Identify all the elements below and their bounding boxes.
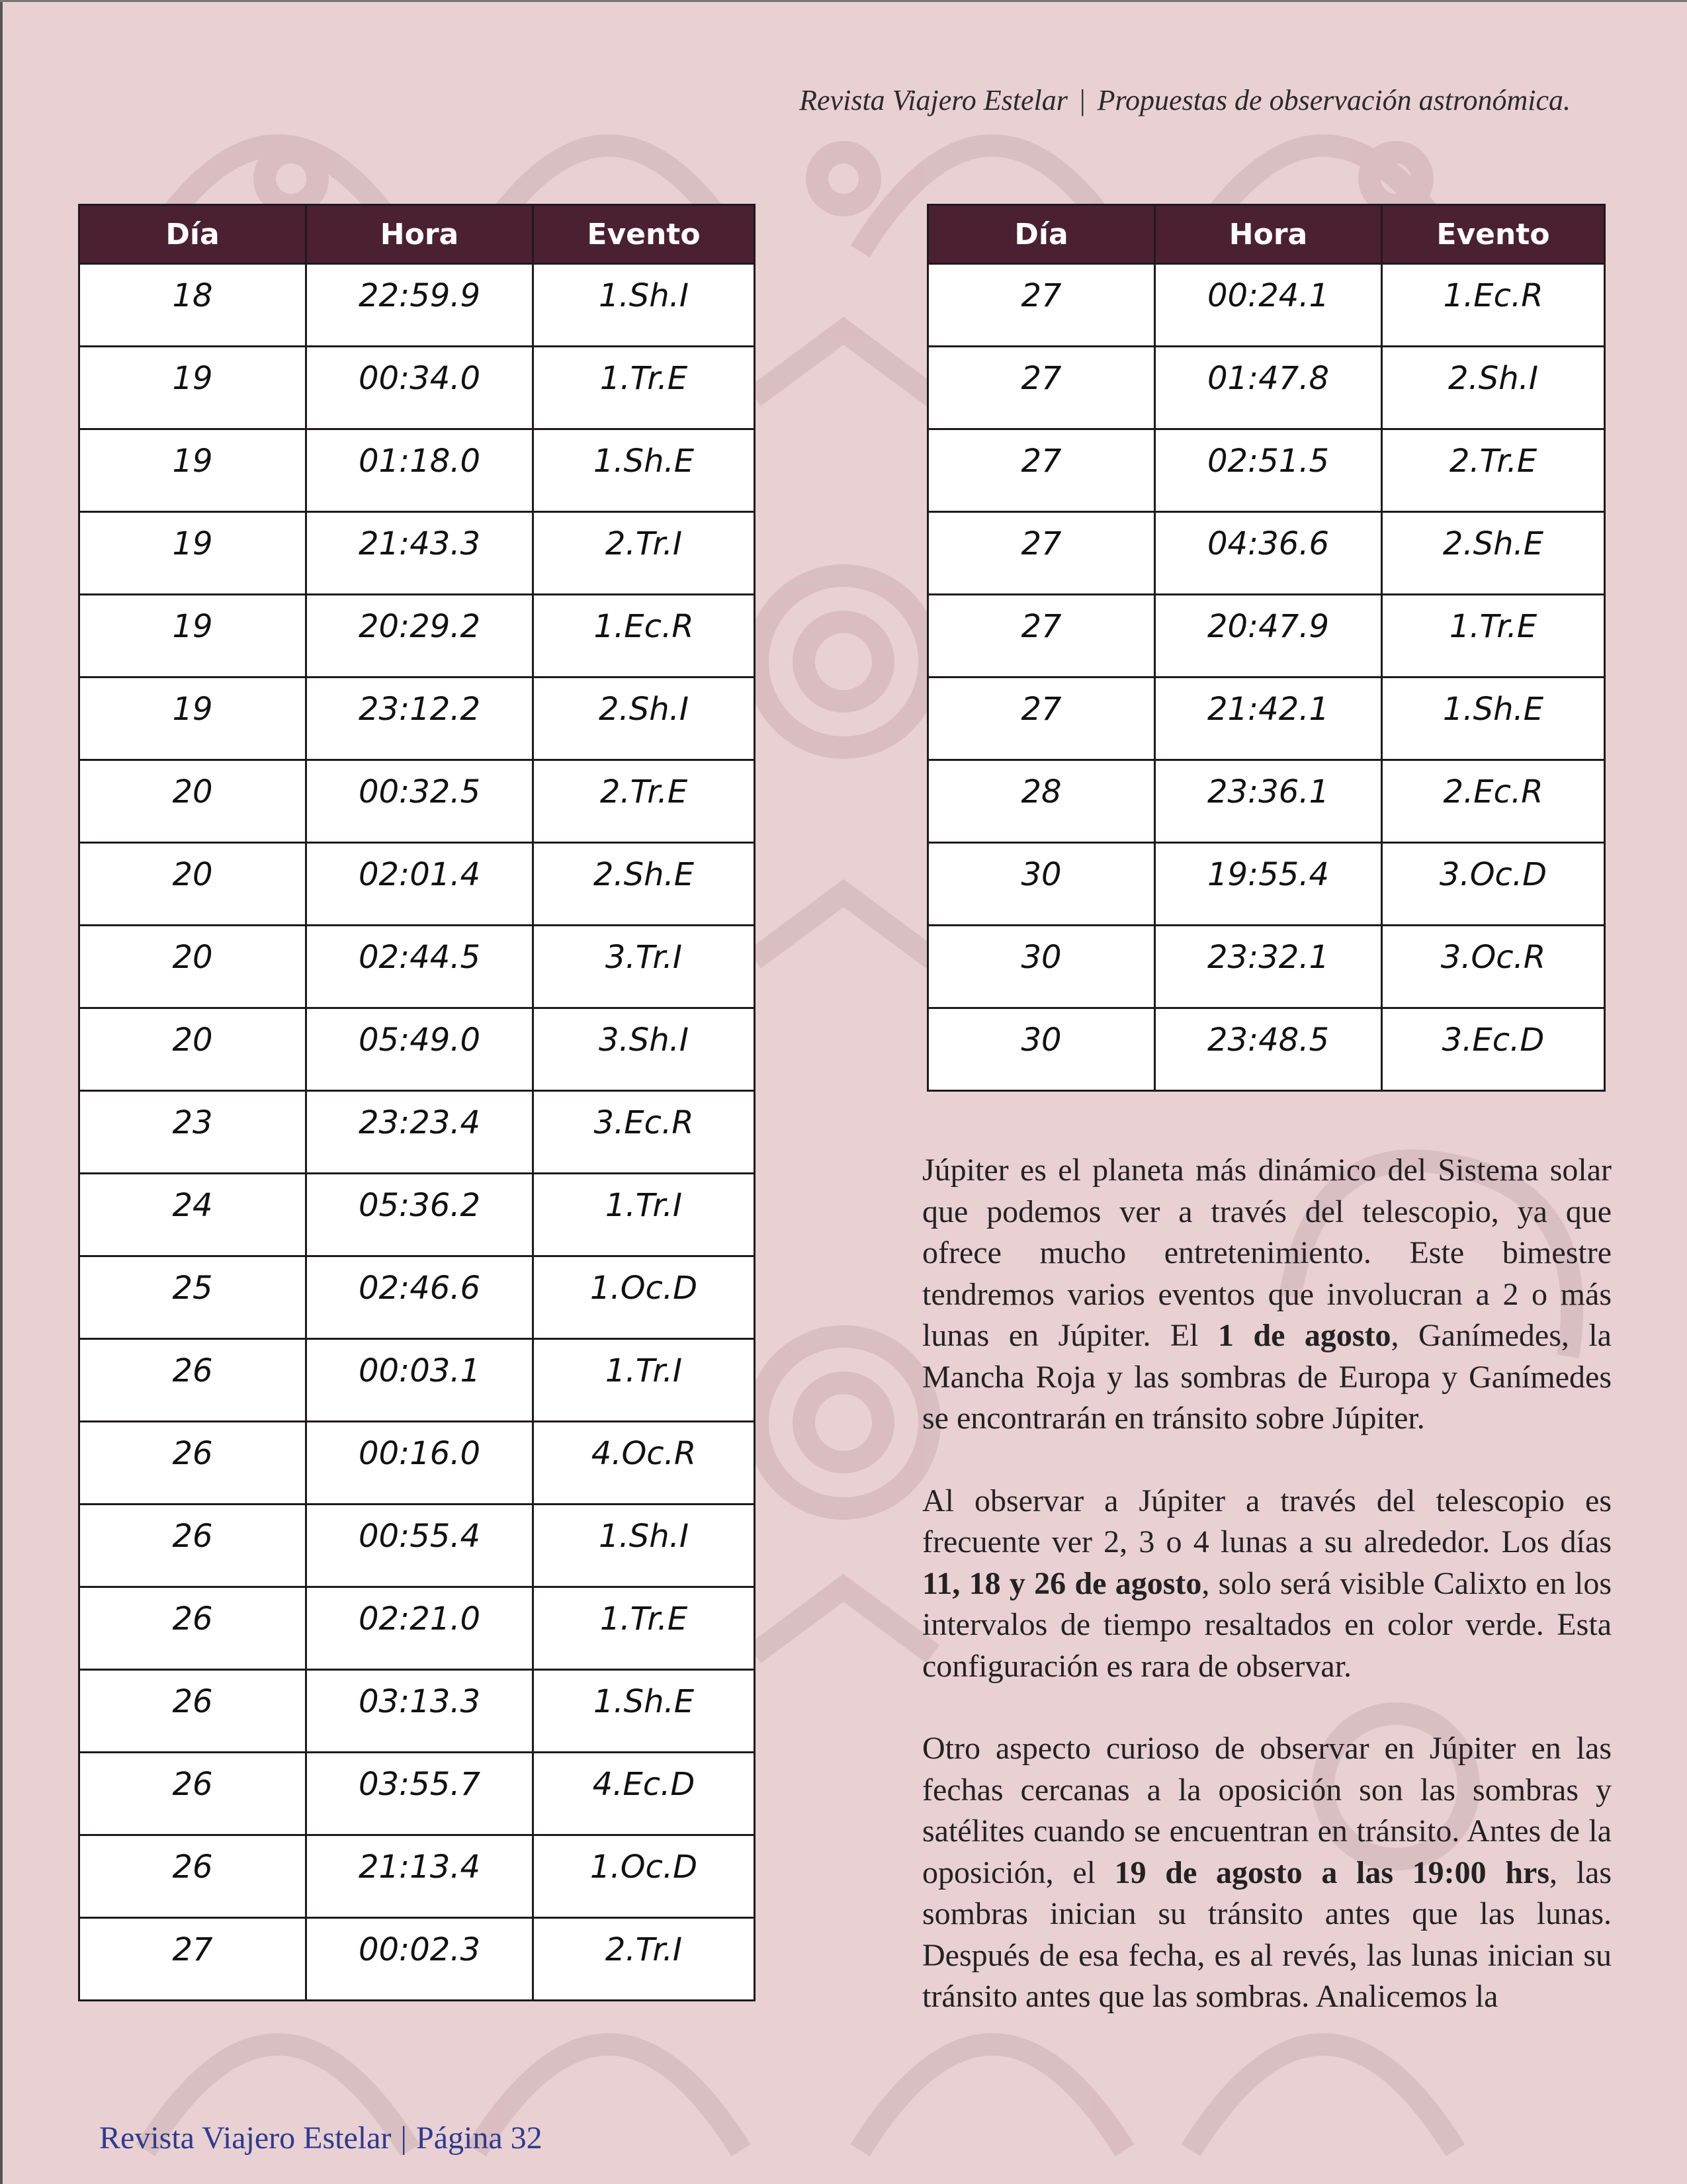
text-run: Al observar a Júpiter a través del telescopio es frecuente ver 2, 3 o 4 lunas a su alrededor. Los días (922, 1483, 1612, 1559)
cell-dia: 26 (79, 1422, 306, 1505)
body-paragraph (922, 1481, 1612, 1688)
cell-evento: 1.Tr.E (533, 347, 755, 429)
cell-evento: 2.Sh.I (1382, 347, 1605, 429)
cell-evento: 1.Oc.D (533, 1256, 755, 1339)
table-row (79, 1091, 755, 1174)
header-separator: | (1079, 84, 1086, 116)
table-row (928, 264, 1605, 347)
footer-magazine-name: Revista Viajero Estelar (99, 2120, 392, 2156)
cell-dia: 26 (79, 1670, 306, 1753)
table-row (79, 1753, 755, 1835)
cell-hora: 02:01.4 (306, 843, 533, 926)
cell-dia: 20 (79, 760, 306, 843)
cell-hora: 23:23.4 (306, 1091, 533, 1174)
cell-dia: 24 (79, 1174, 306, 1256)
table-row (79, 264, 755, 347)
cell-hora: 01:47.8 (1155, 347, 1382, 429)
cell-dia: 27 (928, 347, 1155, 429)
body-paragraph (922, 1150, 1612, 1440)
column-header-dia: Día (928, 205, 1155, 264)
cell-hora: 23:12.2 (306, 677, 533, 760)
cell-dia: 26 (79, 1505, 306, 1587)
cell-dia: 19 (79, 347, 306, 429)
cell-evento: 1.Sh.E (1382, 677, 1605, 760)
cell-dia: 26 (79, 1753, 306, 1835)
table-row (928, 760, 1605, 843)
cell-hora: 21:13.4 (306, 1835, 533, 1918)
text-run: , Ganímedes, la Mancha Roja y las sombras de Europa y Ganímedes se encontrarán en tránsito sobre Júpiter. (922, 1318, 1612, 1436)
table-row (928, 843, 1605, 926)
footer-separator: | (400, 2120, 408, 2156)
table-row (79, 926, 755, 1008)
cell-hora: 23:36.1 (1155, 760, 1382, 843)
running-header (799, 83, 1571, 117)
table-row (928, 429, 1605, 512)
table-row (928, 595, 1605, 677)
table-row (79, 347, 755, 429)
cell-hora: 00:32.5 (306, 760, 533, 843)
column-header-hora: Hora (1155, 205, 1382, 264)
header-section-title: Propuestas de observación astronómica. (1097, 84, 1571, 116)
table-row (79, 677, 755, 760)
cell-dia: 27 (928, 595, 1155, 677)
cell-evento: 4.Ec.D (533, 1753, 755, 1835)
cell-dia: 30 (928, 1008, 1155, 1091)
cell-hora: 00:34.0 (306, 347, 533, 429)
cell-evento: 2.Sh.I (533, 677, 755, 760)
article-body (922, 1150, 1612, 2059)
cell-evento: 1.Ec.R (533, 595, 755, 677)
cell-hora: 00:55.4 (306, 1505, 533, 1587)
table-row (928, 677, 1605, 760)
cell-hora: 00:03.1 (306, 1339, 533, 1422)
cell-hora: 00:24.1 (1155, 264, 1382, 347)
bold-text: 11, 18 y 26 de agosto (922, 1565, 1202, 1601)
table-row (79, 1422, 755, 1505)
table-row (928, 926, 1605, 1008)
header-magazine-name: Revista Viajero Estelar (799, 84, 1068, 116)
cell-dia: 27 (79, 1918, 306, 2001)
column-header-dia: Día (79, 205, 306, 264)
footer-page-number: Página 32 (416, 2120, 542, 2156)
cell-dia: 27 (928, 677, 1155, 760)
table-row (79, 595, 755, 677)
cell-evento: 1.Tr.I (533, 1174, 755, 1256)
table-row (928, 512, 1605, 595)
cell-dia: 30 (928, 843, 1155, 926)
cell-hora: 23:32.1 (1155, 926, 1382, 1008)
cell-dia: 19 (79, 429, 306, 512)
cell-evento: 1.Sh.I (533, 264, 755, 347)
table-header-row (928, 205, 1605, 264)
cell-hora: 23:48.5 (1155, 1008, 1382, 1091)
cell-evento: 1.Tr.E (533, 1587, 755, 1670)
cell-hora: 22:59.9 (306, 264, 533, 347)
cell-evento: 1.Sh.E (533, 1670, 755, 1753)
cell-evento: 2.Tr.E (533, 760, 755, 843)
cell-hora: 19:55.4 (1155, 843, 1382, 926)
cell-hora: 03:13.3 (306, 1670, 533, 1753)
cell-evento: 1.Tr.I (533, 1339, 755, 1422)
events-table-right (927, 204, 1606, 1092)
cell-dia: 19 (79, 677, 306, 760)
cell-hora: 02:51.5 (1155, 429, 1382, 512)
column-header-evento: Evento (533, 205, 755, 264)
text-run: , las sombras inician su tránsito antes que las lunas. Después de esa fecha, es al revés, las lunas inician su tránsito antes que las sombras. Analicemos la (922, 1855, 1612, 2014)
table-header-row (79, 205, 755, 264)
cell-evento: 1.Ec.R (1382, 264, 1605, 347)
table-row (79, 760, 755, 843)
cell-hora: 00:16.0 (306, 1422, 533, 1505)
cell-evento: 3.Tr.I (533, 926, 755, 1008)
cell-hora: 00:02.3 (306, 1918, 533, 2001)
table-row (79, 1339, 755, 1422)
cell-dia: 25 (79, 1256, 306, 1339)
cell-evento: 2.Tr.I (533, 1918, 755, 2001)
column-header-evento: Evento (1382, 205, 1605, 264)
cell-evento: 2.Sh.E (1382, 512, 1605, 595)
cell-hora: 20:47.9 (1155, 595, 1382, 677)
cell-dia: 27 (928, 429, 1155, 512)
cell-dia: 19 (79, 512, 306, 595)
cell-dia: 27 (928, 264, 1155, 347)
page-footer (99, 2120, 542, 2156)
table-row (79, 843, 755, 926)
cell-hora: 03:55.7 (306, 1753, 533, 1835)
cell-hora: 02:21.0 (306, 1587, 533, 1670)
cell-hora: 05:36.2 (306, 1174, 533, 1256)
text-run: Otro aspecto curioso de observar en Júpiter en las fechas cercanas a la oposición son las sombras y satélites cuando se encuentran en tránsito. Antes de la oposición, el (922, 1731, 1612, 1890)
text-run: Júpiter es el planeta más dinámico del Sistema solar que podemos ver a través del telescopio, ya que ofrece mucho entretenimiento. Este bimestre tendremos varios eventos que involucran a 2 o más lunas en Júpiter. El (922, 1153, 1612, 1353)
table-row (79, 429, 755, 512)
table-row (928, 347, 1605, 429)
table-row (79, 1918, 755, 2001)
table-row (79, 1587, 755, 1670)
cell-hora: 20:29.2 (306, 595, 533, 677)
cell-evento: 4.Oc.R (533, 1422, 755, 1505)
cell-dia: 20 (79, 926, 306, 1008)
cell-evento: 2.Tr.E (1382, 429, 1605, 512)
text-run: , solo será visible Calixto en los intervalos de tiempo resaltados en color verde. Esta configuración es rara de observar. (922, 1565, 1612, 1684)
cell-hora: 21:43.3 (306, 512, 533, 595)
cell-dia: 20 (79, 843, 306, 926)
table-row (79, 1256, 755, 1339)
cell-evento: 1.Tr.E (1382, 595, 1605, 677)
cell-hora: 02:44.5 (306, 926, 533, 1008)
cell-dia: 27 (928, 512, 1155, 595)
table-row (79, 1505, 755, 1587)
cell-evento: 2.Sh.E (533, 843, 755, 926)
cell-hora: 02:46.6 (306, 1256, 533, 1339)
table-row (79, 1174, 755, 1256)
cell-hora: 04:36.6 (1155, 512, 1382, 595)
cell-dia: 18 (79, 264, 306, 347)
cell-dia: 23 (79, 1091, 306, 1174)
cell-dia: 20 (79, 1008, 306, 1091)
table-row (79, 1835, 755, 1918)
cell-hora: 01:18.0 (306, 429, 533, 512)
table-row (79, 1008, 755, 1091)
cell-dia: 26 (79, 1339, 306, 1422)
cell-dia: 28 (928, 760, 1155, 843)
events-table-left (78, 204, 756, 2001)
cell-evento: 1.Sh.I (533, 1505, 755, 1587)
cell-dia: 19 (79, 595, 306, 677)
cell-evento: 1.Sh.E (533, 429, 755, 512)
cell-hora: 05:49.0 (306, 1008, 533, 1091)
bold-text: 19 de agosto a las 19:00 hrs (1114, 1855, 1550, 1890)
cell-evento: 1.Oc.D (533, 1835, 755, 1918)
cell-evento: 3.Ec.R (533, 1091, 755, 1174)
cell-evento: 3.Ec.D (1382, 1008, 1605, 1091)
cell-evento: 3.Oc.D (1382, 843, 1605, 926)
table-row (79, 512, 755, 595)
cell-dia: 30 (928, 926, 1155, 1008)
cell-evento: 3.Oc.R (1382, 926, 1605, 1008)
cell-evento: 3.Sh.I (533, 1008, 755, 1091)
bold-text: 1 de agosto (1218, 1318, 1391, 1353)
cell-dia: 26 (79, 1835, 306, 1918)
cell-evento: 2.Tr.I (533, 512, 755, 595)
table-row (928, 1008, 1605, 1091)
cell-dia: 26 (79, 1587, 306, 1670)
cell-evento: 2.Ec.R (1382, 760, 1605, 843)
body-paragraph (922, 1728, 1612, 2018)
column-header-hora: Hora (306, 205, 533, 264)
table-row (79, 1670, 755, 1753)
cell-hora: 21:42.1 (1155, 677, 1382, 760)
